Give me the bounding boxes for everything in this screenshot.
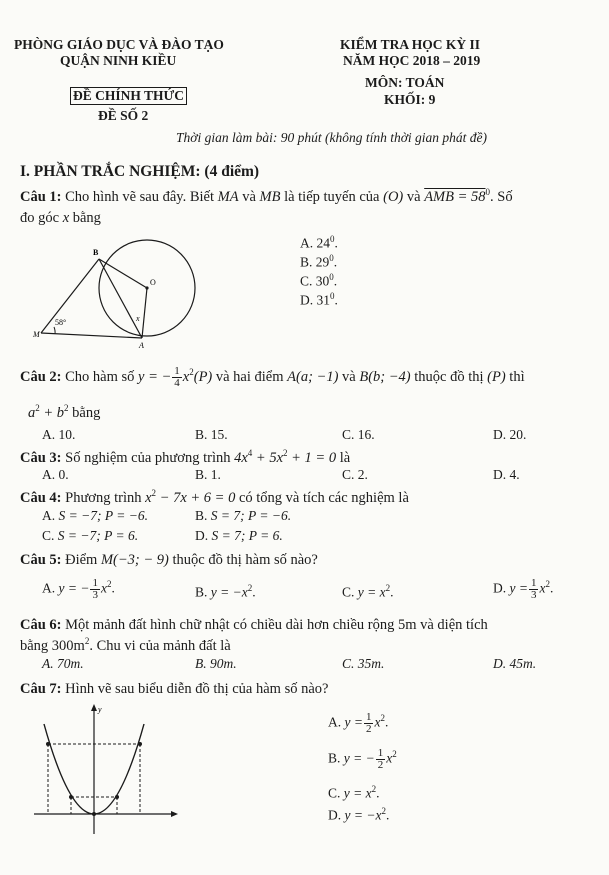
q3-option-b: B. 1. [195,467,221,482]
q3-option-c: C. 2. [342,467,368,482]
q6-option-c: C. 35m. [342,656,385,671]
q2-option-c: C. 16. [342,427,375,442]
question-1-text: Câu 1: Cho hình vẽ sau đây. Biết MA và MB là tiếp tuyến của (O) và AMB = $58^0$. Số [20,187,513,205]
school-year: NĂM HỌC 2018 – 2019 [343,53,481,68]
q4-option-c: C. S = −7; P = 6. [42,528,139,543]
q2-option-d: D. 20. [493,427,527,442]
q4-option-a: A. S = −7; P = −6. [42,508,148,523]
question-5-text: Câu 5: Điểm M(−3; − 9) thuộc đồ thị hàm số nào? [20,552,318,568]
question-2-line2: $a^2 + b^2$ bằng [28,403,101,421]
label-angle: 58° [55,318,67,327]
q6-option-b: B. 90m. [195,656,237,671]
label-x: x [136,314,140,323]
q1-option-c: C. $30^0$. [300,272,338,289]
q7-option-d: D. $y = -x^2$. [328,806,390,823]
question-7-text: Câu 7: Hình vẽ sau biểu diễn đồ thị của hàm số nào? [20,681,329,697]
label-o: O [150,278,156,287]
q6-option-d: D. 45m. [493,656,537,671]
axis-y-label: y [98,705,102,714]
test-code: ĐỀ SỐ 2 [98,108,149,123]
question-2-text: Câu 2: Cho hàm số y = − $\frac{1}{4}$ $x^2(P)$ và hai điểm A(a; −1) và B(b; −4) thuộc đồ thị (P) thì [20,365,525,389]
q7-option-c: C. $y = x^2$. [328,784,380,801]
q5-option-b: B. $y = -x^2$. [195,583,256,600]
q1-option-d: D. $31^0$. [300,291,338,308]
time-note: Thời gian làm bài: 90 phút (không tính thời gian phát đề) [176,130,488,145]
district-name: QUẬN NINH KIỀU [60,53,177,68]
q5-option-d: D. y = $\frac{1}{3}$ $x^2$. [493,577,554,601]
q5-option-c: C. $y = x^2$. [342,583,394,600]
department-name: PHÒNG GIÁO DỤC VÀ ĐÀO TẠO [14,37,224,52]
label-b: B [93,248,99,257]
q2-option-a: A. 10. [42,427,76,442]
tangent-figure [30,233,200,353]
grade: KHỐI: 9 [384,92,436,107]
question-6-line2: bằng $300m^2$. Chu vi của mảnh đất là [20,636,231,654]
subject: MÔN: TOÁN [365,75,445,90]
parabola-graph [30,702,180,838]
label-a: A [139,341,144,350]
question-4-text: Câu 4: Phương trình $x^2 - 7x + 6 = 0$ có tổng và tích các nghiệm là [20,488,409,506]
section-title: I. PHẦN TRẮC NGHIỆM: (4 điểm) [20,163,260,180]
q2-option-b: B. 15. [195,427,228,442]
q4-option-b: B. S = 7; P = −6. [195,508,292,523]
q1-option-a: A. $24^0$. [300,234,338,251]
q5-option-a: A. y = − $\frac{1}{3}$ $x^2$. [42,577,115,601]
q7-option-b: B. y = − $\frac{1}{2}$ $x^2$ [328,747,397,771]
exam-title: KIỂM TRA HỌC KỲ II [340,37,481,52]
q1-option-b: B. $29^0$. [300,253,338,270]
q3-option-a: A. 0. [42,467,69,482]
q6-option-a: A. 70m. [42,656,84,671]
official-label: ĐỀ CHÍNH THỨC [70,87,187,105]
question-1-line2: đo góc x bằng [20,210,101,226]
question-6-text: Câu 6: Một mảnh đất hình chữ nhật có chiều dài hơn chiều rộng 5m và diện tích [20,617,488,633]
label-m: M [33,330,40,339]
q4-option-d: D. S = 7; P = 6. [195,528,283,543]
question-3-text: Câu 3: Số nghiệm của phương trình $4x^4 + 5x^2 + 1 = 0$ là [20,448,351,466]
q3-option-d: D. 4. [493,467,520,482]
q7-option-a: A. y = $\frac{1}{2}$ $x^2$. [328,711,389,735]
